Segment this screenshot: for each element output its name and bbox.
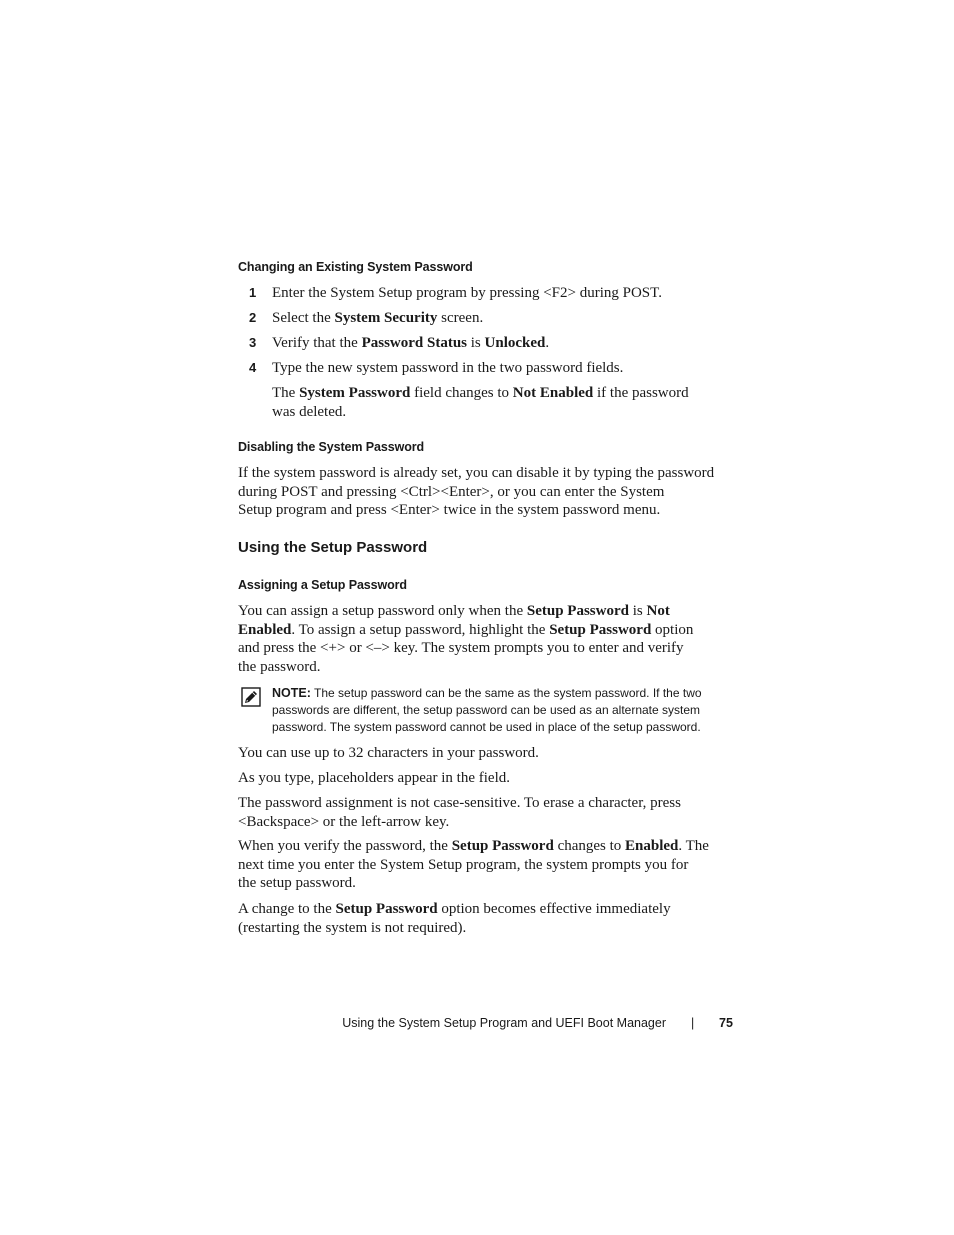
case-paragraph xyxy=(238,794,738,831)
text-run: . The xyxy=(678,838,709,854)
text-run: screen. xyxy=(437,310,484,326)
text-run: is xyxy=(467,335,485,351)
chars-paragraph xyxy=(238,744,738,763)
step-number: 1 xyxy=(249,285,257,300)
note-label: NOTE: xyxy=(272,686,311,700)
footer-title: Using the System Setup Program and UEFI Boot Manager xyxy=(342,1016,666,1030)
text-line xyxy=(238,602,738,621)
step-text xyxy=(272,309,483,328)
ui-term: Setup Password xyxy=(451,838,554,854)
assign-intro-paragraph xyxy=(238,602,738,676)
step-text xyxy=(272,359,623,378)
text-run: <Backspace> or the left-arrow key. xyxy=(238,813,450,830)
text-run: and press the <+> or <–> key. The system prompts you to enter and verify xyxy=(238,640,684,657)
ui-term: Enabled xyxy=(625,838,679,854)
ui-term: Setup Password xyxy=(549,621,652,638)
text-run: changes to xyxy=(553,838,626,854)
text-run: The xyxy=(272,385,300,401)
text-line xyxy=(238,900,738,919)
text-line xyxy=(272,384,712,403)
text-run: As you type, placeholders appear in the field. xyxy=(238,770,510,786)
text-line xyxy=(238,483,738,502)
ui-term: System Security xyxy=(334,310,438,326)
footer-separator: | xyxy=(691,1016,695,1030)
disable-paragraph xyxy=(238,464,738,520)
step-number: 2 xyxy=(249,310,257,325)
text-line xyxy=(238,621,738,640)
step-text xyxy=(272,334,549,353)
note-line-text: The setup password can be the same as the system password. If the two xyxy=(310,686,702,700)
text-line xyxy=(238,501,738,520)
text-line xyxy=(238,464,738,483)
note-line xyxy=(272,685,742,702)
text-line xyxy=(238,769,738,788)
text-run: if the password xyxy=(593,385,689,401)
ui-term: Not Enabled xyxy=(512,385,594,401)
verify-paragraph xyxy=(238,837,738,893)
text-run: Verify that the xyxy=(272,335,362,351)
note-line: passwords are different, the setup password can be used as an alternate system xyxy=(272,703,701,717)
text-run: You can assign a setup password only when the xyxy=(238,603,527,619)
text-run: option becomes effective immediately xyxy=(437,901,671,917)
text-line xyxy=(238,813,738,832)
heading-using-setup-password: Using the Setup Password xyxy=(238,539,428,556)
text-run: You can use up to 32 characters in your password. xyxy=(238,745,539,761)
heading-assigning-setup-password: Assigning a Setup Password xyxy=(238,578,407,592)
text-line xyxy=(238,639,738,658)
ui-term: System Password xyxy=(299,385,411,401)
text-run: was deleted. xyxy=(272,403,347,420)
ui-term: Not xyxy=(646,603,670,619)
change-paragraph xyxy=(238,900,738,937)
step-number: 3 xyxy=(249,335,257,350)
ui-term: Unlocked xyxy=(484,335,546,351)
text-line xyxy=(238,794,738,813)
note-text xyxy=(272,685,742,736)
text-run: . To assign a setup password, highlight the xyxy=(291,621,550,638)
step-number: 4 xyxy=(249,360,257,375)
text-run: (restarting the system is not required). xyxy=(238,919,467,936)
text-run: Select the xyxy=(272,310,335,326)
text-line xyxy=(238,744,738,763)
text-line xyxy=(238,856,738,875)
text-line xyxy=(238,919,738,938)
text-run: When you verify the password, the xyxy=(238,838,452,854)
note-line: password. The system password cannot be used in place of the setup password. xyxy=(272,720,701,734)
text-run: Type the new system password in the two password fields. xyxy=(272,360,624,376)
ui-term: Setup Password xyxy=(335,901,438,917)
text-line xyxy=(238,874,738,893)
page-number: 75 xyxy=(719,1016,733,1030)
text-run: Setup program and press <Enter> twice in the system password menu. xyxy=(238,502,661,519)
text-run: If the system password is already set, you can disable it by typing the password xyxy=(238,465,715,481)
note-pencil-icon xyxy=(241,687,261,707)
step-text xyxy=(272,284,662,303)
heading-disabling-system-password: Disabling the System Password xyxy=(238,440,425,454)
page-footer xyxy=(0,1016,954,1036)
ui-term: Setup Password xyxy=(526,603,629,619)
text-run: The password assignment is not case-sensitive. To erase a character, press xyxy=(238,795,681,811)
text-line xyxy=(238,837,738,856)
text-run: the password. xyxy=(238,658,321,675)
ui-term: Enabled xyxy=(238,621,292,638)
text-run: Enter the System Setup program by pressing <F2> during POST. xyxy=(272,285,662,301)
text-run: . xyxy=(545,335,550,351)
ui-term: Password Status xyxy=(361,335,467,351)
text-line xyxy=(238,658,738,677)
heading-changing-existing-system-password: Changing an Existing System Password xyxy=(238,260,473,274)
text-run: A change to the xyxy=(238,901,336,917)
placeholders-paragraph xyxy=(238,769,738,788)
text-run: next time you enter the System Setup program, the system prompts you for xyxy=(238,856,689,873)
text-run: option xyxy=(651,621,694,638)
text-run: field changes to xyxy=(410,385,513,401)
text-run: is xyxy=(628,603,647,619)
step-4-followup xyxy=(272,384,712,421)
text-run: the setup password. xyxy=(238,875,356,892)
text-run: during POST and pressing <Ctrl><Enter>, or you can enter the System xyxy=(238,483,665,500)
text-line xyxy=(272,403,712,422)
